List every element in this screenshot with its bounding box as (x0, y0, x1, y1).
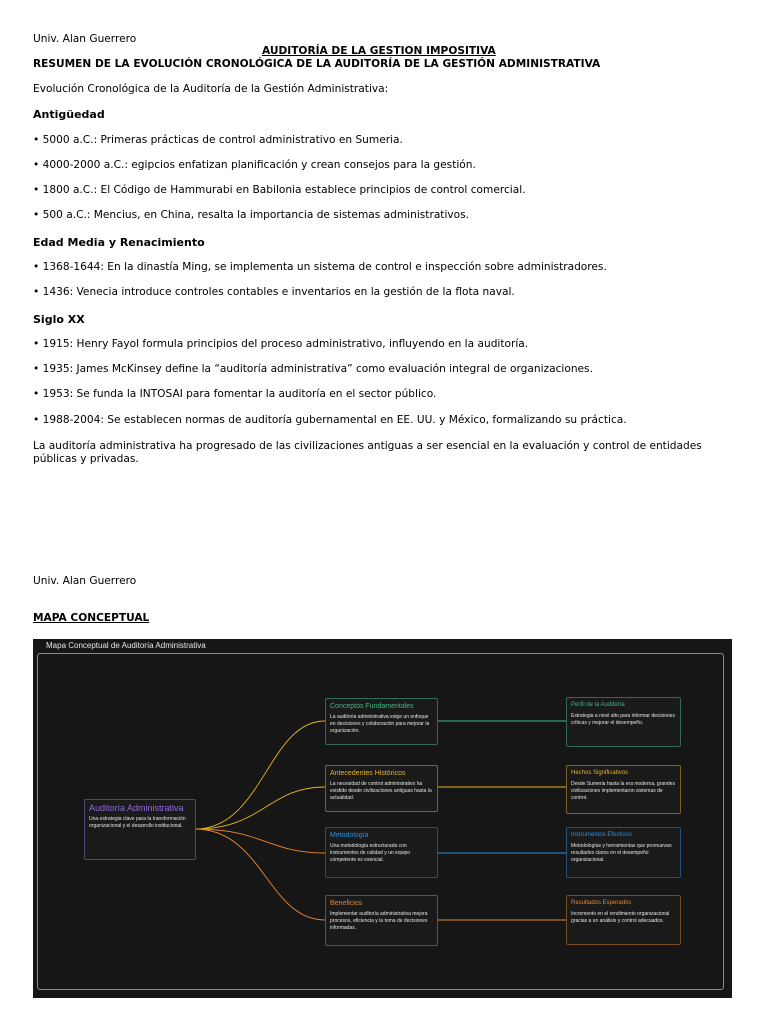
leaf-node-resultados (566, 895, 681, 945)
leaf-node-instrumentos (566, 827, 681, 878)
timeline-item: • 4000-2000 a.C.: egipcios enfatizan planificación y crean consejos para la gestión. (33, 159, 476, 171)
timeline-item: • 1915: Henry Fayol formula principios del proceso administrativo, influyendo en la auditoría. (33, 338, 529, 350)
root-node (84, 799, 196, 860)
timeline-item: • 1935: James McKinsey define la “auditoría administrativa” como evaluación integral de organizaciones. (33, 363, 593, 375)
section-heading-siglo-xx: Siglo XX (33, 313, 85, 326)
leaf-desc: Metodologías y herramientas que promuevan resultados claros en el desempeño organizacional. (571, 843, 672, 863)
root-node-title: Auditoría Administrativa (89, 803, 184, 813)
conclusion-text: La auditoría administrativa ha progresado de las civilizaciones antiguas a ser esencial en la evaluación y control de entidades públicas y privadas. (33, 440, 702, 465)
branch-title: Beneficios (330, 900, 363, 907)
leaf-title: Perfil de la Auditoría (571, 702, 625, 708)
timeline-item: • 500 a.C.: Mencius, en China, resalta la importancia de sistemas administrativos. (33, 209, 470, 221)
branch-title: Antecedentes Históricos (330, 770, 406, 777)
section-heading-edad-media: Edad Media y Renacimiento (33, 236, 205, 249)
document-title: AUDITORÍA DE LA GESTION IMPOSITIVA (262, 45, 496, 57)
leaf-desc: Desde Sumeria hasta la era moderna, grandes civilizaciones implementaron sistemas de control. (571, 781, 675, 801)
branch-desc: La auditoría administrativa exige un enfoque en decisiones y colaboración para mejorar la organización. (330, 714, 430, 734)
section-heading-antiguedad: Antigüedad (33, 108, 105, 121)
root-node-desc: Una estrategia clave para la transformación organizacional y el desarrollo institucional. (89, 816, 186, 829)
concept-map (33, 639, 732, 998)
branch-desc: Implementar auditoría administrativa mejora procesos, eficiencia y la toma de decisiones informadas. (330, 911, 428, 931)
leaf-desc: Estrategia a nivel alto para informar decisiones críticas y mejorar el desempeño. (571, 713, 675, 726)
author-name: Univ. Alan Guerrero (33, 33, 137, 45)
branch-title: Conceptos Fundamentales (330, 703, 414, 710)
leaf-node-hechos (566, 765, 681, 814)
leaf-desc: Incremento en el rendimiento organizacional gracias a un análisis y control adecuados. (571, 911, 670, 924)
timeline-item: • 1800 a.C.: El Código de Hammurabi en Babilonia establece principios de control comercial. (33, 184, 526, 196)
author-name: Univ. Alan Guerrero (33, 575, 137, 587)
timeline-item: • 1368-1644: En la dinastía Ming, se implementa un sistema de control e inspección sobre administradores. (33, 261, 607, 273)
timeline-item: • 1988-2004: Se establecen normas de auditoría gubernamental en EE. UU. y México, formalizando su práctica. (33, 414, 627, 426)
timeline-item: • 1436: Venecia introduce controles contables e inventarios en la gestión de la flota naval. (33, 286, 515, 298)
leaf-title: Resultados Esperados (571, 900, 632, 906)
timeline-item: • 5000 a.C.: Primeras prácticas de control administrativo en Sumeria. (33, 134, 403, 146)
map-heading: MAPA CONCEPTUAL (33, 612, 150, 624)
leaf-title: Instrumentos Efectivos (571, 832, 632, 838)
branch-node-beneficios (325, 895, 438, 946)
connector-root-branch-1 (195, 787, 325, 829)
leaf-node-perfil (566, 697, 681, 747)
document-subtitle: RESUMEN DE LA EVOLUCIÓN CRONOLÓGICA DE LA AUDITORÍA DE LA GESTIÓN ADMINISTRATIVA (33, 58, 601, 70)
intro-text: Evolución Cronológica de la Auditoría de la Gestión Administrativa: (33, 83, 389, 95)
branch-node-antecedentes (325, 765, 438, 812)
connector-root-branch-0 (195, 721, 325, 829)
map-title: Mapa Conceptual de Auditoría Administrativa (46, 641, 206, 650)
branch-node-conceptos (325, 698, 438, 745)
connector-root-branch-3 (195, 829, 325, 920)
branch-desc: Una metodología estructurada con instrumentos de calidad y un equipo competente es esencial. (330, 843, 411, 863)
branch-node-metodologia (325, 827, 438, 878)
branch-desc: La necesidad de control administrativo ha existido desde civilizaciones antiguas hasta la actualidad. (330, 781, 432, 801)
branch-title: Metodología (330, 832, 369, 839)
connector-root-branch-2 (195, 829, 325, 853)
timeline-item: • 1953: Se funda la INTOSAI para fomentar la auditoría en el sector público. (33, 388, 437, 400)
leaf-title: Hechos Significativos (571, 770, 629, 776)
